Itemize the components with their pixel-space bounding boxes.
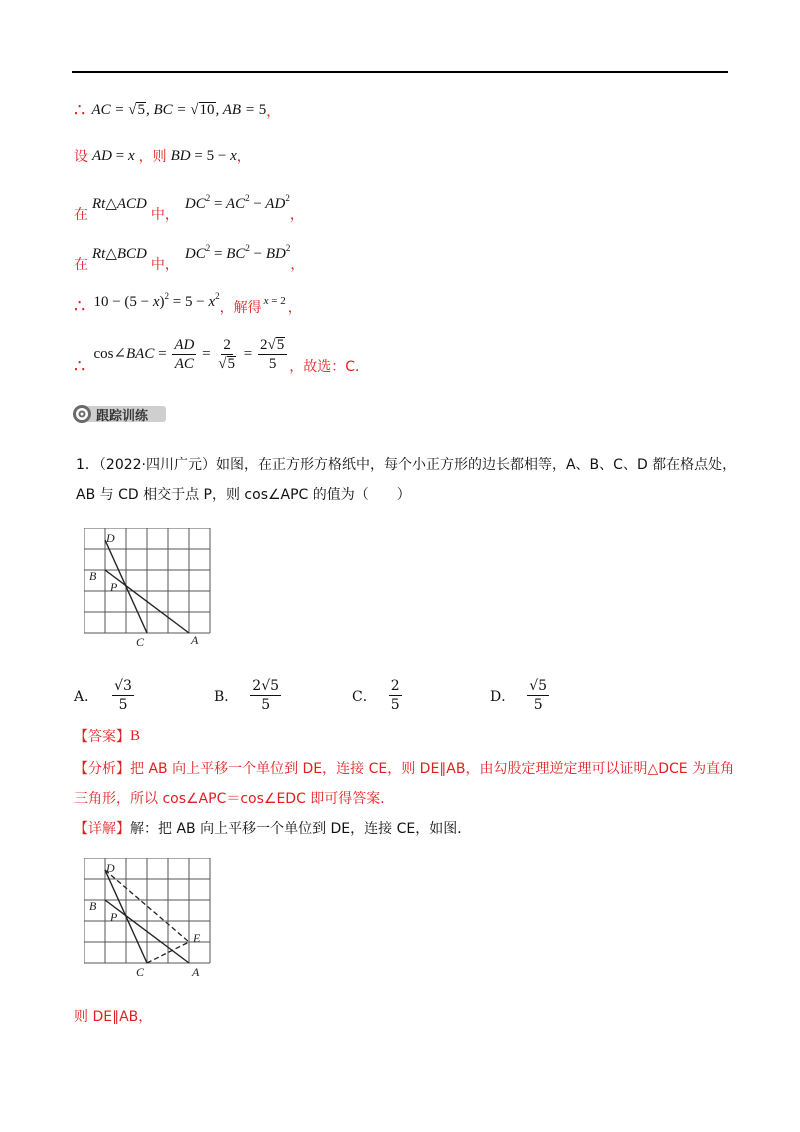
answer-tag: 【答案】 — [74, 729, 130, 745]
question-line-2: AB 与 CD 相交于点 P，则 cos∠APC 的值为（ ） — [76, 487, 411, 503]
choice-fraction — [389, 678, 402, 713]
therefore-symbol: ∴ — [74, 296, 86, 317]
math-expression: AC = √ 5 , BC = √ 10 , AB = 5 — [91, 102, 267, 118]
therefore-symbol: ∴ — [74, 100, 86, 121]
label-d: D — [106, 861, 115, 875]
analysis-line-1 — [74, 756, 734, 782]
figure-2 — [84, 858, 216, 986]
text: 设 — [74, 149, 88, 165]
therefore-symbol: ∴ — [74, 356, 86, 377]
section-badge — [72, 404, 168, 424]
choice-label: D． — [490, 688, 516, 705]
label-c: C — [136, 635, 145, 649]
math-ad: AD = x — [92, 147, 135, 164]
answer-line — [74, 726, 140, 746]
choice-num: 2 — [390, 678, 400, 694]
solution-line-3 — [74, 182, 304, 224]
label-d: D — [106, 531, 115, 545]
choice-fraction — [112, 678, 134, 713]
solution-line-1 — [74, 100, 280, 121]
math-rt-bcd: Rt△BCD — [92, 245, 147, 262]
final-line: 则 DE∥AB， — [74, 1009, 153, 1025]
choice-den: 5 — [261, 697, 271, 713]
math-bd: BD = 5 − x — [170, 147, 237, 164]
header-rule — [72, 71, 728, 73]
math-dc2: $DC^2 = AC^2 - AD^2$ — [184, 193, 290, 212]
choice-num: 2√5 — [252, 678, 280, 694]
choice-label: B． — [214, 688, 239, 705]
solution-line-5 — [74, 284, 302, 317]
choice-den: 5 — [118, 697, 128, 713]
text: ， — [236, 149, 251, 165]
text: ，则 — [138, 149, 167, 165]
detail-tag: 【详解】 — [74, 821, 130, 837]
choice-a[interactable] — [74, 678, 136, 713]
solution-line-2 — [74, 146, 251, 166]
label-b: B — [89, 569, 97, 583]
section-title: 跟踪训练 — [96, 409, 149, 424]
math-x-value: x = 2 — [263, 294, 286, 307]
answer-value: B — [130, 727, 141, 744]
choice-label: C． — [352, 688, 377, 705]
grid-figure-2 — [84, 858, 216, 986]
label-e: E — [193, 931, 201, 945]
text: ，解得 — [219, 299, 262, 316]
figure-1 — [84, 528, 216, 652]
text: ，故选：C． — [289, 358, 370, 375]
text: ， — [287, 299, 302, 316]
choice-num: √3 — [114, 678, 132, 694]
math-cos: cos∠BAC = $\frac{AD}{AC}$ = 2 √ 5 = 2 √ 5 5 — [93, 337, 289, 372]
text: ， — [289, 207, 304, 223]
analysis-tag: 【分析】 — [74, 761, 130, 777]
choice-c[interactable] — [352, 678, 404, 713]
solution-line-4 — [74, 232, 304, 274]
detail-line — [74, 816, 471, 842]
analysis-text: 把 AB 向上平移一个单位到 DE，连接 CE，则 DE∥AB，由勾股定理逆定理可以证明△DCE 为直角 — [130, 761, 735, 777]
choice-fraction — [527, 678, 549, 713]
label-p: P — [110, 580, 118, 594]
text: 中， — [150, 257, 179, 273]
choice-d[interactable] — [490, 678, 551, 713]
text: 在 — [74, 207, 88, 223]
text: 在 — [74, 257, 88, 273]
choice-fraction — [250, 678, 281, 713]
text: 中， — [150, 207, 179, 223]
math-rt-acd: Rt△ACD — [92, 195, 147, 212]
label-a: A — [191, 633, 199, 647]
label-c: C — [136, 965, 145, 979]
label-p: P — [110, 910, 118, 924]
analysis-line-2: 三角形，所以 cos∠APC＝cos∠EDC 即可得答案． — [74, 791, 395, 807]
text: ， — [290, 257, 305, 273]
label-a: A — [192, 965, 200, 979]
punct: ， — [266, 103, 281, 120]
detail-text: 解：把 AB 向上平移一个单位到 DE，连接 CE，如图． — [130, 821, 472, 837]
choice-den: 5 — [390, 697, 400, 713]
math-equation: $10 - (5 - x)^2 = 5 - x^2$ — [93, 290, 220, 310]
grid-figure — [84, 528, 216, 652]
choice-b[interactable] — [214, 678, 283, 713]
question-line-1: 1．（2022·四川广元）如图，在正方形方格纸中，每个小正方形的边长都相等，A、B、C、D 都在格点处， — [76, 457, 737, 473]
choice-num: √5 — [529, 678, 548, 694]
math-dc2-b: $DC^2 = BC^2 - BD^2$ — [184, 243, 291, 262]
choice-label: A． — [74, 688, 99, 705]
label-b: B — [89, 899, 97, 913]
choice-den: 5 — [533, 697, 543, 713]
solution-line-6 — [74, 332, 369, 377]
